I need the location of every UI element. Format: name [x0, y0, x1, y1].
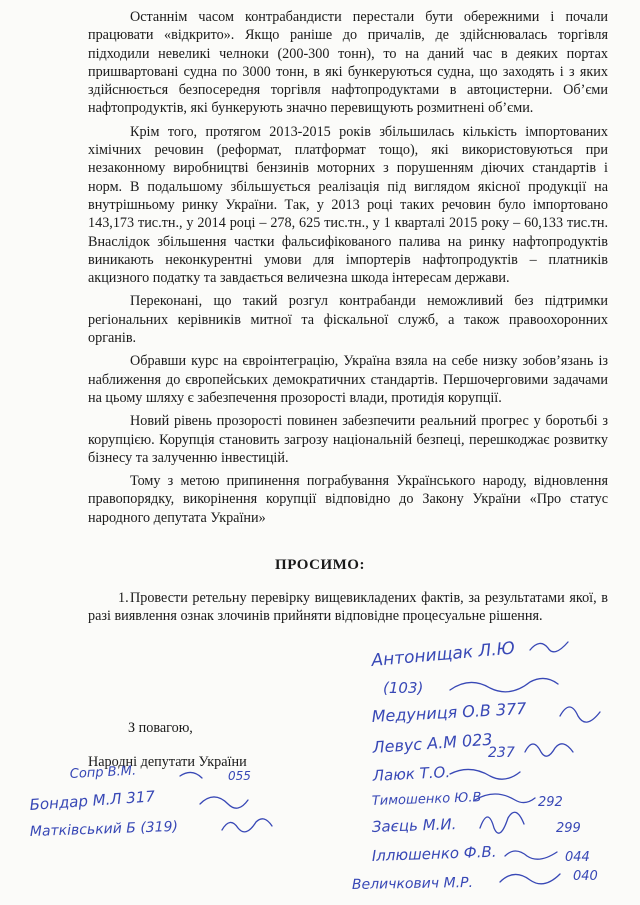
signature-scribble [500, 874, 560, 884]
signature [372, 790, 563, 810]
signature-scribble [560, 707, 600, 722]
signature-name: Левус А.М 023 [371, 729, 494, 757]
signature-name: Тимошенко Ю.В [371, 790, 482, 809]
signature-scribble [180, 772, 202, 778]
request-item-number: 1. [118, 590, 129, 606]
signature-name: Матківський Б (319) [29, 818, 179, 840]
letter-body [88, 8, 608, 532]
signature [352, 869, 598, 893]
signature-number: 292 [538, 795, 563, 810]
signature [372, 843, 590, 865]
signature [371, 763, 520, 785]
signature-name: Іллюшенко Ф.В. [371, 842, 497, 865]
signature [370, 639, 568, 672]
signature-number: 044 [565, 850, 590, 865]
signature-name: Медуниця О.В 377 [371, 698, 527, 726]
signature [371, 699, 600, 726]
closing-regards: З повагою, [128, 720, 193, 736]
paragraph: Тому з метою припинення пограбування Українського народу, відновлення правопорядку, викорінення корупції відповідно до Закону України «Про статус народного депутата України» [88, 473, 608, 526]
signature-number: 299 [556, 821, 581, 836]
signature-scribble [525, 744, 573, 756]
signature [383, 678, 558, 697]
signature-scribble [450, 678, 558, 691]
signature [371, 730, 493, 757]
request-heading: ПРОСИМО: [275, 557, 365, 573]
paragraph: Обравши курс на євроінтеграцію, Україна взяла на себе низку зобов’язань із наближення до європейських демократичних стандартів. Першочерговими задачами на цьому шляху є забезпечення прозорості влади, протидія корупції. [88, 353, 608, 406]
signature-scribble [530, 642, 568, 652]
signature-name: Бондар М.Л 317 [29, 787, 156, 814]
signature-name: Лаюк Т.О. [372, 762, 451, 785]
signature-name: Антонищак Л.Ю [370, 638, 516, 671]
signature-number: 055 [228, 769, 251, 783]
signature-scribble [475, 794, 535, 803]
paragraph: Останнім часом контрабандисти перестали бути обережними і почали працювати «відкрито». Якщо раніше до причалів, де здійснювалась торгівля підходили невеликі челноки (200-300 тонн), то на даний час в деяких портах пришвартовані судна по 3000 тонн, в які бункеруються судна, що заходять і з яких здійснюється безпосередня торгівля нафтопродуктами в автоцистерни. Об’єми нафтопродуктів, які бункерують значно перевищують розмитнені об’єми. [88, 9, 608, 117]
signature-scribble [480, 812, 524, 833]
paragraph: Крім того, протягом 2013-2015 років збільшилась кількість імпортованих хімічних речовин (реформат, платформат тощо), які використовуються при незаконному виробництві бензинів моторних з порушенням діючих стандартів і норм. В подальшому збільшується реалізація під виглядом якісної продукції на внутрішньому ринку України. Так, у 2013 році таких речовин було імпортовано 143,173 тис.тн., у 2014 році – 278, 625 тис.тн., у 1 кварталі 2015 року – 60,133 тис.тн. Внаслідок збільшення частки фальсифікованого палива на ринку нафтопродуктів виникають неконкурентні умови для імпортерів нафтопродуктів – платників акцизного податку та завдається величезна шкода інтересам держави. [88, 123, 608, 287]
signatories-label: Народні депутати України [88, 754, 247, 770]
request-item-text: Провести ретельну перевірку вищевикладених фактів, за результатами якої, в разі виявлення ознак злочинів прийняти відповідне процесуальне рішення. [88, 590, 608, 625]
signature-name: Заєць М.И. [371, 815, 457, 836]
paragraph: Новий рівень прозорості повинен забезпечити реальний прогрес у боротьбі з корупцією. Корупція становить загрозу національній безпеці, перешкоджає розвитку бізнесу та залученню інвестицій. [88, 413, 608, 466]
signature-name: (103) [383, 679, 424, 697]
signature-scribble [450, 769, 520, 779]
signature-name: Величкович М.Р. [351, 874, 474, 893]
paragraph: Переконані, що такий розгул контрабанди неможливий без підтримки регіональних керівників митної та фіскальної служб, а також правоохоронних органів. [88, 293, 608, 347]
signature-number: 040 [573, 869, 598, 884]
signature-name: Сопр В.М. [69, 763, 137, 782]
signature-scribble [222, 819, 272, 832]
signature [488, 744, 573, 761]
signature-scribble [505, 851, 557, 859]
signature [30, 819, 272, 840]
signature [29, 787, 248, 814]
request-item [88, 589, 608, 626]
signature-scribble [200, 797, 248, 808]
signature [372, 812, 581, 836]
signature-number: 237 [488, 745, 515, 761]
